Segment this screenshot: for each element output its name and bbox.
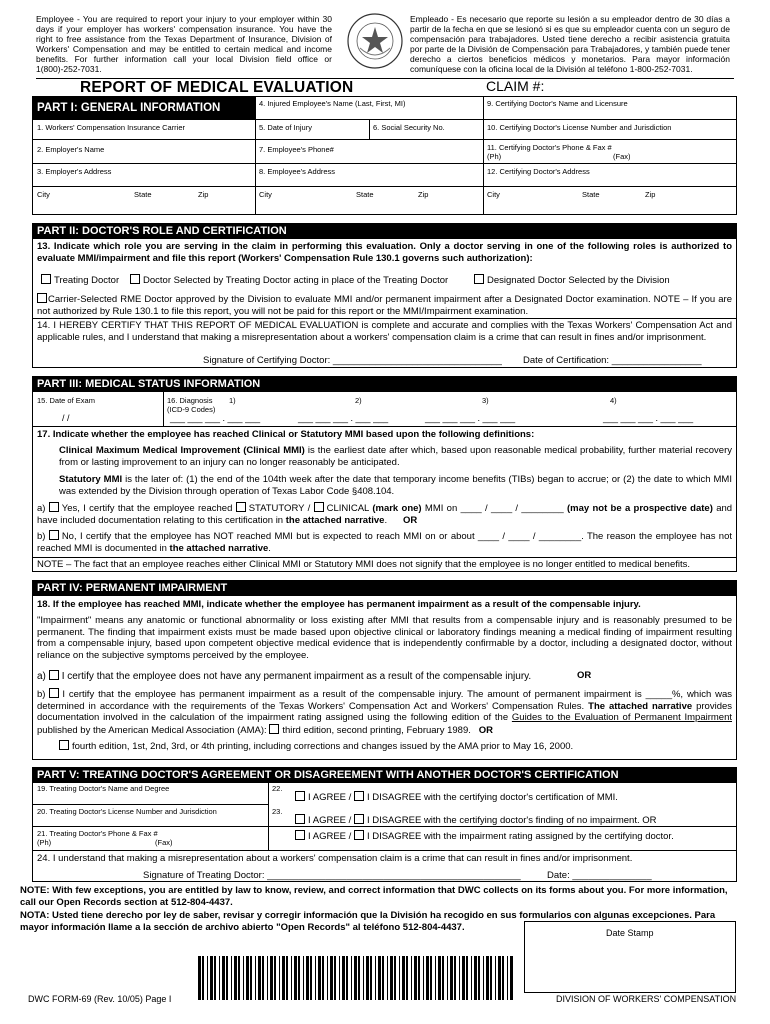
checkbox-clinical[interactable] — [314, 502, 324, 512]
field-7-label: 7. Employee's Phone# — [259, 145, 334, 154]
part5-header: PART V: TREATING DOCTOR'S AGREEMENT OR DISAGREEMENT WITH ANOTHER DOCTOR'S CERTIFICATION — [33, 768, 736, 783]
field-9-label: 9. Certifying Doctor's Name and Licensure — [487, 99, 628, 108]
form-title: REPORT OF MEDICAL EVALUATION — [80, 79, 354, 96]
checkbox-statutory[interactable] — [236, 502, 246, 512]
employer-city-label: City — [37, 190, 50, 199]
field-19-label: 19. Treating Doctor's Name and Degree — [37, 784, 170, 793]
impairment-fourth-edition[interactable]: fourth edition, 1st, 2nd, 3rd, or 4th printing, including corrections and changes issued by the AMA prior to May 16, 2000. — [59, 740, 573, 753]
diag-code-3[interactable]: ___ ___ ___ . ___ ___ — [425, 413, 516, 423]
checkbox-fourth-edition[interactable] — [59, 740, 69, 750]
agree-no-impairment[interactable]: I AGREE / I DISAGREE with the certifying doctor's finding of no impairment. OR — [295, 814, 657, 827]
notice-english: Employee - You are required to report your injury to your employer within 30 days if your employer has workers' compensation insurance. You have the right to free assistance from the Texas Department of Insurance, Division of Workers' Compensation and may be entitled to certain medical and income benefits. For further information call your local Division field office or 1(800)-252-7031. — [36, 14, 332, 74]
claim-label: CLAIM #: — [486, 78, 545, 94]
q24-text: 24. I understand that making a misrepresentation about a workers' compensation claim is a crime that can result in fines and/or imprisonment. — [37, 853, 633, 864]
checkbox[interactable] — [130, 274, 140, 284]
checkbox[interactable] — [41, 274, 51, 284]
treating-signature-line[interactable]: Signature of Treating Doctor: ________________________________________________ — [143, 870, 521, 881]
employer-state-label: State — [134, 190, 152, 199]
agree-mmi[interactable]: I AGREE / I DISAGREE with the certifying doctor's certification of MMI. — [295, 791, 618, 804]
checkbox[interactable] — [354, 830, 364, 840]
checkbox[interactable] — [354, 791, 364, 801]
diag-code-2[interactable]: ___ ___ ___ . ___ ___ — [298, 413, 389, 423]
field-6-label: 6. Social Security No. — [373, 123, 445, 132]
field-3-label: 3. Employer's Address — [37, 167, 112, 176]
exam-date-blank[interactable]: / / — [62, 413, 70, 423]
diag-2-label: 2) — [355, 396, 362, 405]
mmi-option-a[interactable]: a) Yes, I certify that the employee reached STATUTORY / CLINICAL (mark one) MMI on ____ / ____ / ________ (may not be a prospective date) and have included documentation relating to this certification in the attached narrative. OR — [37, 503, 733, 526]
agree-impairment-rating[interactable]: I AGREE / I DISAGREE with the impairment rating assigned by the certifying doctor. — [295, 830, 674, 843]
q17-text: 17. Indicate whether the employee has reached Clinical or Statutory MMI based upon the following definitions: — [37, 429, 535, 440]
q18-text: 18. If the employee has reached MMI, indicate whether the employee has permanent impairment as a result of the compensable injury. — [37, 599, 641, 610]
diag-code-1[interactable]: ___ ___ ___ . ___ ___ — [170, 413, 261, 423]
field-4-label: 4. Injured Employee's Name (Last, First, MI) — [259, 99, 406, 108]
impairment-option-a[interactable]: a) I certify that the employee does not have any permanent impairment as a result of the compensable injury. — [37, 671, 532, 682]
field-10-label: 10. Certifying Doctor's License Number and Jurisdiction — [487, 123, 672, 132]
impairment-or: OR — [577, 670, 592, 681]
impairment-definition: "Impairment" means any anatomic or functional abnormality or loss existing after MMI that results from a compensable injury and is reasonably presumed to be permanent. The finding that impairment exists must be made based upon objective clinical or laboratory findings meaning a medical finding of impairment resulting from a compensable injury, based upon competent objective medical evidence that is independently confirmable by a doctor, including a designated doctor, without reliance on the subjective symptoms perceived by the employee. — [37, 615, 732, 661]
part3-header: PART III: MEDICAL STATUS INFORMATION — [33, 377, 736, 392]
barcode — [196, 956, 518, 1000]
field-21-fax: (Fax) — [155, 838, 173, 847]
field-20-label: 20. Treating Doctor's License Number and Jurisdiction — [37, 807, 217, 816]
field-15-label: 15. Date of Exam — [37, 396, 95, 405]
form-id: DWC FORM-69 (Rev. 10/05) Page I — [28, 994, 172, 1004]
field-2-label: 2. Employer's Name — [37, 145, 105, 154]
employer-zip-label: Zip — [198, 190, 209, 199]
part4-header: PART IV: PERMANENT IMPAIRMENT — [33, 581, 736, 596]
field-11-ph: (Ph) — [487, 152, 502, 161]
employee-city-label: City — [259, 190, 272, 199]
field-11-label: 11. Certifying Doctor's Phone & Fax # — [487, 143, 612, 152]
checkbox[interactable] — [49, 530, 59, 540]
checkbox[interactable] — [474, 274, 484, 284]
q13-text: 13. Indicate which role you are serving in the claim in performing this evaluation. Only a doctor serving in one of the following roles is authorized to evaluate MMI/impairment and file this report (Workers' Compensation Rule 130.1 governs such authorization): — [37, 241, 732, 264]
texas-seal — [346, 12, 404, 70]
opt-treating-doctor[interactable]: Treating Doctor — [41, 274, 119, 287]
diag-4-label: 4) — [610, 396, 617, 405]
checkbox-third-edition[interactable] — [269, 724, 279, 734]
field-11-fax: (Fax) — [613, 152, 631, 161]
doctor-zip-label: Zip — [645, 190, 656, 199]
checkbox[interactable] — [49, 502, 59, 512]
employee-zip-label: Zip — [418, 190, 429, 199]
checkbox[interactable] — [295, 830, 305, 840]
part1-header: PART I: GENERAL INFORMATION — [33, 97, 255, 119]
field-23-label: 23. — [272, 807, 283, 816]
field-5-label: 5. Date of Injury — [259, 123, 312, 132]
opt-selected-by-treating[interactable]: Doctor Selected by Treating Doctor acting in place of the Treating Doctor — [130, 274, 448, 287]
field-21-label: 21. Treating Doctor's Phone & Fax # — [37, 829, 158, 838]
diag-code-4[interactable]: ___ ___ ___ . ___ ___ — [603, 413, 694, 423]
checkbox[interactable] — [49, 688, 59, 698]
field-8-label: 8. Employee's Address — [259, 167, 336, 176]
diag-3-label: 3) — [482, 396, 489, 405]
diag-1-label: 1) — [229, 396, 236, 405]
checkbox[interactable] — [354, 814, 364, 824]
doctor-city-label: City — [487, 190, 500, 199]
opt-designated-doctor[interactable]: Designated Doctor Selected by the Division — [474, 274, 670, 287]
footer-note-spanish: NOTA: Usted tiene derecho por ley de saber, revisar y corregir información que la División ha recogido en sus formularios con algunas excepciones. Para mayor información llame a la sección de archivo abierto "Open Records" al teléfono 512-804-4437. — [20, 910, 716, 933]
doctor-state-label: State — [582, 190, 600, 199]
q14-certification: 14. I HEREBY CERTIFY THAT THIS REPORT OF MEDICAL EVALUATION is complete and accurate and complies with the Texas Workers' Compensation Act and applicable rules, and I understand that making a misrepresentation about a workers' compensation claim is a crime that can result in fines and/or imprisonment. — [37, 320, 732, 343]
footer-note-english: NOTE: With few exceptions, you are entitled by law to know, review, and correct information that DWC collects on its forms about you. For more information, call our Open Records section at 512-804-4437. — [20, 885, 728, 908]
checkbox[interactable] — [295, 791, 305, 801]
impairment-option-b[interactable]: b) I certify that the employee has permanent impairment as a result of the compensable injury. The amount of permanent impairment is _____%, which was determined in accordance with the requirements of the Texas Workers' Compensation Act and Workers' Compensation Rules. The attached narrative provides documentation involved in the calculation of the impairment rating assigned using the following edition of the Guides to the Evaluation of Permanent Impairment published by the American Medical Association (AMA): third edition, second printing, February 1989. OR — [37, 689, 733, 736]
field-12-label: 12. Certifying Doctor's Address — [487, 167, 590, 176]
employee-state-label: State — [356, 190, 374, 199]
field-21-ph: (Ph) — [37, 838, 52, 847]
part2-header: PART II: DOCTOR'S ROLE AND CERTIFICATION — [33, 224, 736, 239]
certification-date-line[interactable]: Date of Certification: _________________ — [523, 355, 702, 366]
date-stamp-label: Date Stamp — [606, 928, 654, 938]
field-16-sublabel: (ICD-9 Codes) — [167, 405, 216, 414]
field-16-label: 16. Diagnosis — [167, 396, 213, 405]
treating-date-line[interactable]: Date: _______________ — [547, 870, 652, 881]
certifying-signature-line[interactable]: Signature of Certifying Doctor: ________________________________ — [203, 355, 502, 366]
field-1-label: 1. Workers' Compensation Insurance Carrier — [37, 123, 186, 132]
checkbox[interactable] — [49, 670, 59, 680]
notice-spanish: Empleado - Es necesario que reporte su lesión a su empleador dentro de 30 días a partir de la fecha en que se lesionó si es que su empleador cuenta con un seguro de compensación para trabajadores. Usted tiene derecho a recibir asistencia gratuita por parte de la División de Compensación para Trabajadores, y también puede tener derecho a ciertos beneficios médicos y monetarios. Para mayor información comuníquese con la oficina local de la División al teléfono 1-800-252-7031. — [410, 14, 730, 74]
mmi-option-b[interactable]: b) No, I certify that the employee has NOT reached MMI but is expected to reach MMI on or about ____ / ____ / ________. The reason the employee has not reached MMI is documented in the attached narrative. — [37, 531, 733, 554]
mmi-note: NOTE – The fact that an employee reaches either Clinical MMI or Statutory MMI does not signify that the employee is no longer entitled to medical benefits. — [37, 559, 691, 570]
statutory-mmi-definition: Statutory MMI is the later of: (1) the end of the 104th week after the date that temporary income benefits (TIBs) began to accrue; or (2) the date to which MMI was extended by the Division through operation of Texas Labor Code §408.104. — [59, 474, 732, 497]
field-22-label: 22. — [272, 784, 283, 793]
division-name: DIVISION OF WORKERS' COMPENSATION — [556, 994, 737, 1004]
clinical-mmi-definition: Clinical Maximum Medical Improvement (Clinical MMI) is the earliest date after which, based upon reasonable medical probability, further material recovery from or lasting improvement to an injury can no longer reasonably be anticipated. — [59, 445, 732, 468]
opt-rme-doctor[interactable]: Carrier-Selected RME Doctor approved by the Division to evaluate MMI and/or permanent impairment after a Designated Doctor examination. NOTE – If you are not authorized by Rule 130.1 to file this report, you will not be paid for this report or the MMI/Impairment examination. — [37, 294, 732, 317]
checkbox[interactable] — [37, 293, 47, 303]
checkbox[interactable] — [295, 814, 305, 824]
